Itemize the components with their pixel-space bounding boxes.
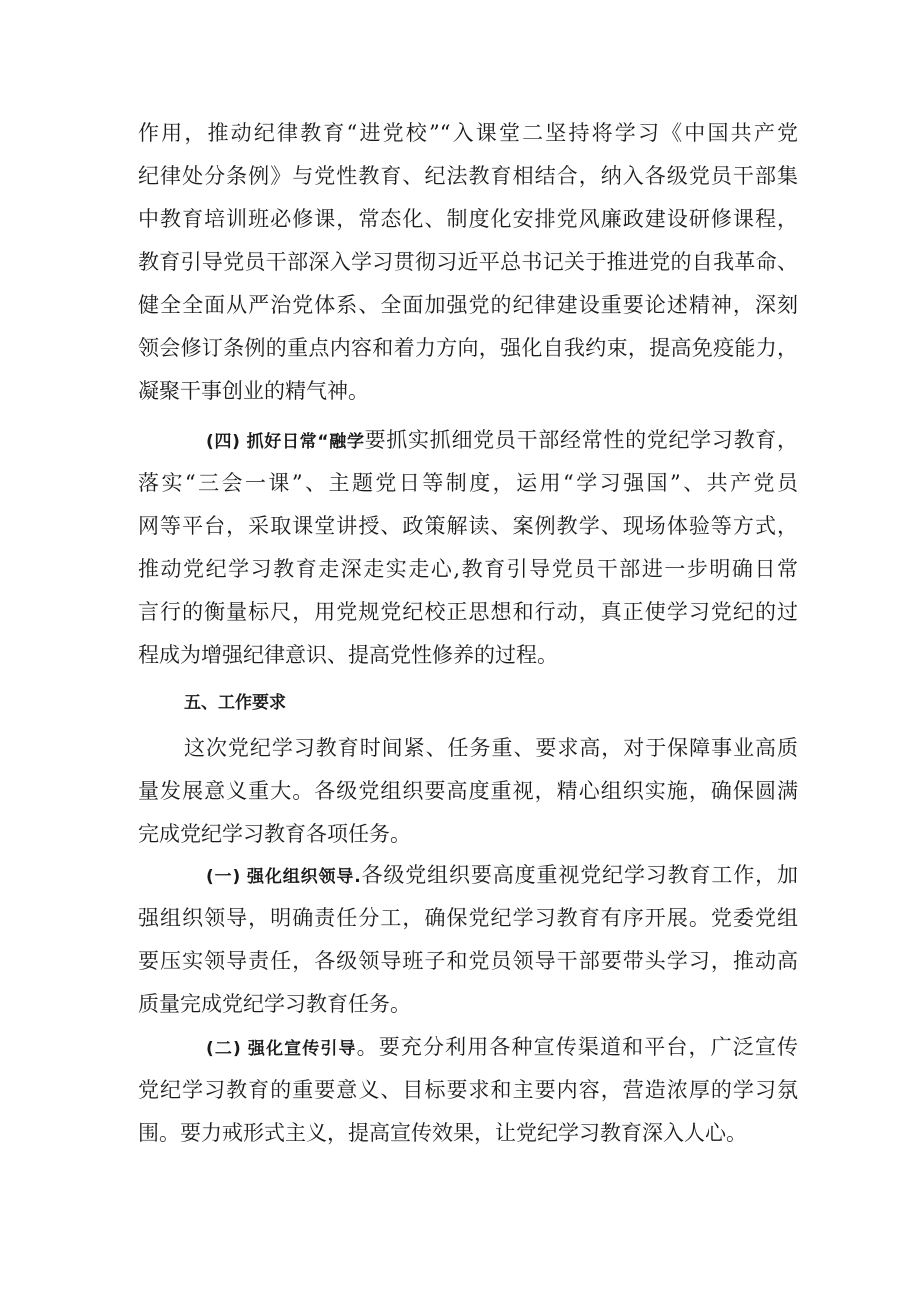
text-line: 言行的衡量标尺，用党规党纪校正思想和行动，真正使学习党纪的过 xyxy=(138,600,798,624)
paragraph-daily-learning xyxy=(138,419,798,677)
text-line: 纪律处分条例》与党性教育、纪法教育相结合，纳入各级党员干部集 xyxy=(138,164,798,188)
text-line: 作用，推动纪律教育“进党校”“入课堂二坚持将学习《中国共产党 xyxy=(138,121,798,145)
text-line xyxy=(138,419,798,462)
text-line: 程成为增强纪律意识、提高党性修养的过程。 xyxy=(138,643,558,667)
text-line: 围。要力戒形式主义，提高宣传效果，让党纪学习教育深入人心。 xyxy=(138,1121,747,1145)
text-line: 党纪学习教育的重要意义、目标要求和主要内容，营造浓厚的学习氛 xyxy=(138,1078,798,1102)
text-line: 强组织领导，明确责任分工，确保党纪学习教育有序开展。党委党组 xyxy=(138,906,798,930)
text-line: 推动党纪学习教育走深走实走心,教育引导党员干部进一步明确日常 xyxy=(138,557,798,581)
text-line: 健全全面从严治党体系、全面加强党的纪律建设重要论述精神，深刻 xyxy=(138,293,798,317)
text-run: 要抓实抓细党员干部经常性的党纪学习教育， xyxy=(364,428,798,452)
text-line: 教育引导党员干部深入学习贯彻习近平总书记关于推进党的自我革命、 xyxy=(138,250,798,274)
text-line: 凝聚干事创业的精气神。 xyxy=(138,379,369,403)
subheading: (四) 抓好日常“融学 xyxy=(206,432,365,452)
paragraph-organizational-leadership xyxy=(138,854,798,1026)
text-run: 。要充分利用各种宣传渠道和平台，广泛宣传 xyxy=(356,1035,798,1059)
paragraph-discipline-education xyxy=(138,112,798,413)
text-line: 中教育培训班必修课，常态化、制度化安排党风廉政建设研修课程， xyxy=(138,207,798,231)
text-run: 各级党组织要高度重视党纪学习教育工作，加 xyxy=(360,863,798,887)
text-line: 网等平台，采取课堂讲授、政策解读、案例教学、现场体验等方式， xyxy=(138,514,798,538)
text-line: 领会修订条例的重点内容和着力方向，强化自我约束，提高免疫能力， xyxy=(138,336,798,360)
paragraph-work-requirements xyxy=(138,727,798,856)
text-line: 要压实领导责任，各级领导班子和党员领导干部要带头学习，推动高 xyxy=(138,949,798,973)
text-line: 量发展意义重大。各级党组织要高度重视，精心组织实施，确保圆满 xyxy=(138,779,798,803)
text-line: 质量完成党纪学习教育任务。 xyxy=(138,992,411,1016)
text-line: 完成党纪学习教育各项任务。 xyxy=(138,822,411,846)
section-heading-block xyxy=(138,682,798,725)
text-line: 这次党纪学习教育时间紧、任务重、要求高，对于保障事业高质 xyxy=(184,736,798,760)
paragraph-publicity-guidance xyxy=(138,1026,798,1155)
text-line: 落实“三会一课”、主题党日等制度，运用“学习强国”、共产党员 xyxy=(138,471,798,495)
text-line xyxy=(138,1026,798,1069)
text-line xyxy=(138,854,798,897)
subheading: (二) 强化宣传引导 xyxy=(206,1039,357,1059)
section-heading: 五、工作要求 xyxy=(184,693,286,713)
subheading: (一) 强化组织领导. xyxy=(206,867,361,887)
